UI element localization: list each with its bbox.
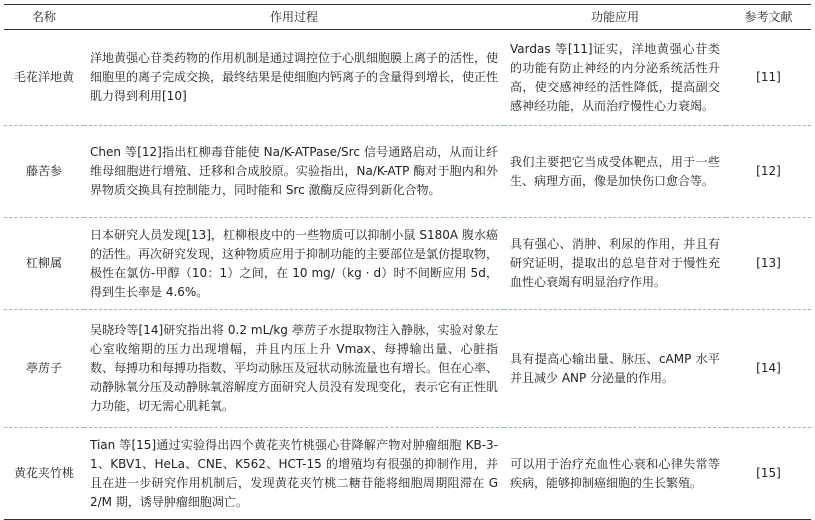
row-reference: [11] [756,70,781,84]
row-application: 具有提高心输出量、脉压、cAMP 水平并且减少 ANP 分泌量的作用。 [510,351,720,385]
table-row [4,30,811,126]
table-row [4,310,811,428]
row-name: 葶苈子 [25,361,62,375]
row-application: 可以用于治疗充血性心衰和心律失常等疾病，能够抑制癌细胞的生长繁殖。 [510,456,720,490]
row-process: 吴晓玲等[14]研究指出将 0.2 mL/kg 葶苈子水提取物注入静脉，实验对象左心室收缩期的压力出现增幅，并且内压上升 Vmax、每搏输出量、心脏指数、每搏功和每搏功指数、平均动脉压及冠状动脉流量也有增长。但在心率、动静脉氧分压及动静脉氧溶解度方面研究人员没有发现变化，表示它有正性肌力功能，切无需心肌耗氧。 [90,323,499,413]
table-row [4,428,811,520]
table-header-row [4,5,811,30]
row-process: 日本研究人员发现[13]，杠柳根皮中的一些物质可以抑制小鼠 S180A 腹水癌的活性。再次研究发现，这种物质应用于抑制功能的主要部位是氯仿提取物，极性在氯仿-甲醇（10：1）之间，在 10 mg/（kg · d）时不间断应用 5d，得到生长率是 4.6%。 [90,227,499,299]
table-row [4,218,811,310]
header-application: 功能应用 [504,5,726,30]
row-process: Chen 等[12]指出杠柳毒苷能使 Na/K-ATPase/Src 信号通路启动，从而让纤维母细胞进行增殖、迁移和合成胶原。实验指出，Na/K-ATP 酶对于胞内和外界物质交换具有控制能力，同时能和 Src 激酶反应得到新化合物。 [90,145,498,197]
row-reference: [15] [756,466,781,480]
row-reference: [14] [756,361,781,375]
table-row [4,126,811,218]
row-name: 黄花夹竹桃 [13,466,74,480]
row-application: 具有强心、消肿、利尿的作用，并且有研究证明，提取出的总皂苷对于慢性充血性心衰竭有明显治疗作用。 [510,237,720,289]
header-process: 作用过程 [84,5,504,30]
row-process: Tian 等[15]通过实验得出四个黄花夹竹桃强心苷降解产物对肿瘤细胞 KB-3-1、KBV1、HeLa、CNE、K562、HCT-15 的增殖均有很强的抑制作用，并且在进一步研究作用机制后，发现黄花夹竹桃二糖苷能将细胞周期阻滞在 G2/M 期，诱导肿瘤细胞凋亡。 [90,437,498,509]
row-application: 我们主要把它当成受体靶点，用于一些生、病理方面，像是加快伤口愈合等。 [510,154,720,188]
row-process: 洋地黄强心苷类药物的作用机制是通过调控位于心肌细胞膜上离子的活性，使细胞里的离子完成交换，最终结果是使细胞内钙离子的含量得到增长，使正性肌力得到利用[10] [90,51,499,103]
header-name: 名称 [4,5,84,30]
row-reference: [12] [756,164,781,178]
row-application: Vardas 等[11]证实，洋地黄强心苷类的功能有防止神经的内分泌系统活性升高，使交感神经的活性降低，提高副交感神经功能，从而治疗慢性心力衰竭。 [510,41,720,113]
herb-effects-table [4,4,811,520]
row-name: 毛花洋地黄 [13,70,74,84]
header-reference: 参考文献 [726,5,811,30]
row-reference: [13] [756,256,781,270]
row-name: 杠柳属 [25,256,62,270]
row-name: 藤苦参 [25,164,62,178]
